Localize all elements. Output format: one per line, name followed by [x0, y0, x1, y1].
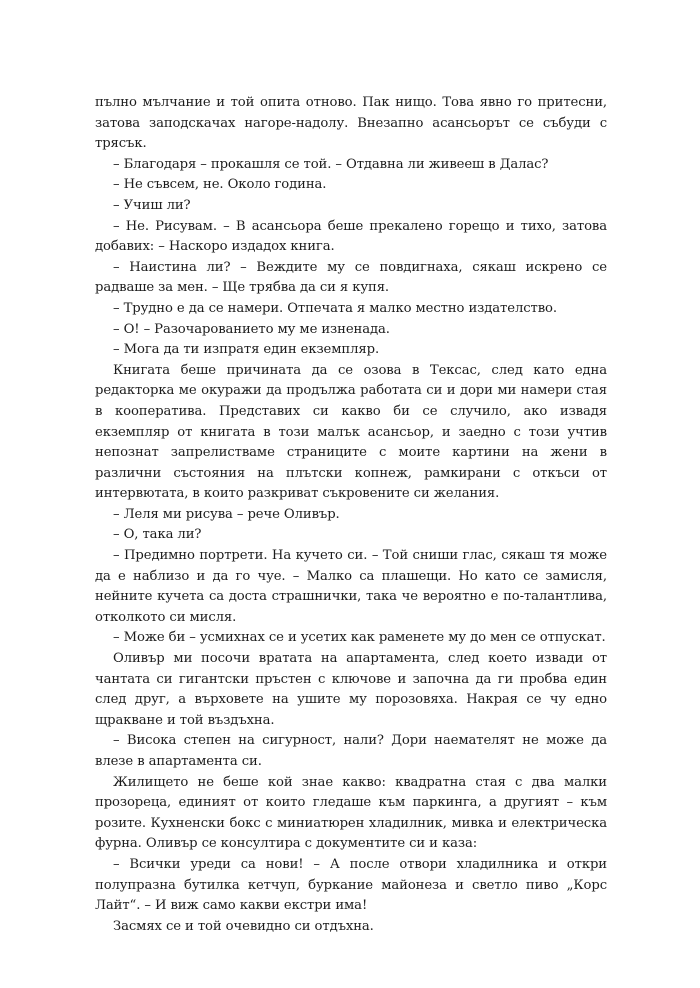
paragraph: пълно мълчание и той опита отново. Пак нищо. Това явно го притесни, затова заподскачах нагоре-надолу. Внезапно асансьорът се събуди с трясък.	[95, 95, 607, 152]
dialogue-line: – Може би – усмихнах се и усетих как раменете му до мен се отпускат.	[113, 630, 606, 646]
dialogue-line: – О! – Разочарованието му ме изненада.	[113, 321, 390, 337]
dialogue-line: – Трудно е да се намери. Отпечата я малко местно издателство.	[113, 300, 557, 316]
dialogue-line: – О, така ли?	[113, 527, 202, 543]
paragraph: Оливър ми посочи вратата на апартамента, след което извади от чантата си гигантски пръстен с ключове и започна да ги пробва един след друг, а върховете на ушите му порозовяха. Накрая се чу едно щракване и той въздъхна.	[95, 651, 607, 728]
paragraph: Жилището не беше кой знае какво: квадратна стая с два малки прозореца, единият от които гледаше към паркинга, а другият – към розите. Кухненски бокс с миниатюрен хладилник, мивка и електрическа фурна. Оливър се консултира с документите си и каза:	[95, 774, 607, 852]
dialogue-line: – Леля ми рисува – рече Оливър.	[113, 506, 340, 522]
dialogue-line: – Мога да ти изпратя един екземпляр.	[113, 342, 380, 358]
paragraph: Засмях се и той очевидно си отдъхна.	[113, 918, 374, 934]
dialogue-line: – Предимно портрети. На кучето си. – Той сниши глас, сякаш тя може да е наблизо и да го чуе. – Малко са плашещи. Но като се замисля, нейните кучета са доста страшнички, така че вероятно е по-талантлива, отколкото си мисля.	[95, 548, 607, 625]
dialogue-line: – Не. Рисувам. – В асансьора беше прекалено горещо и тихо, затова добавих: – Наскоро издадох книга.	[95, 218, 607, 255]
dialogue-line: – Наистина ли? – Веждите му се повдигнаха, сякаш искрено се радваше за мен. – Ще трябва да си я купя.	[95, 259, 607, 296]
page-body	[95, 93, 607, 937]
dialogue-line: – Благодаря – прокашля се той. – Отдавна ли живееш в Далас?	[113, 156, 549, 172]
dialogue-line: – Учиш ли?	[113, 197, 191, 213]
dialogue-line: – Не съвсем, не. Около година.	[113, 177, 327, 193]
paragraph: Книгата беше причината да се озова в Тексас, след като една редакторка ме окуражи да продължа работата си и дори ми намери стая в кооператива. Представих си какво би се случило, ако извадя екземпляр от книгата в този малък асансьор, и заедно с този учтив непознат запрелистваме страниците с моите картини на жени в различни състояния на плътски копнеж, рамкирани с откъси от интервютата, в които разкриват съкровените си желания.	[95, 362, 607, 502]
dialogue-line: – Висока степен на сигурност, нали? Дори наемателят не може да влезе в апартамента си.	[95, 733, 607, 769]
dialogue-line: – Всички уреди са нови! – А после отвори хладилника и откри полупразна бутилка кетчуп, буркание майонеза и светло пиво „Корс Лайт“. – И виж само какви екстри има!	[95, 856, 607, 914]
